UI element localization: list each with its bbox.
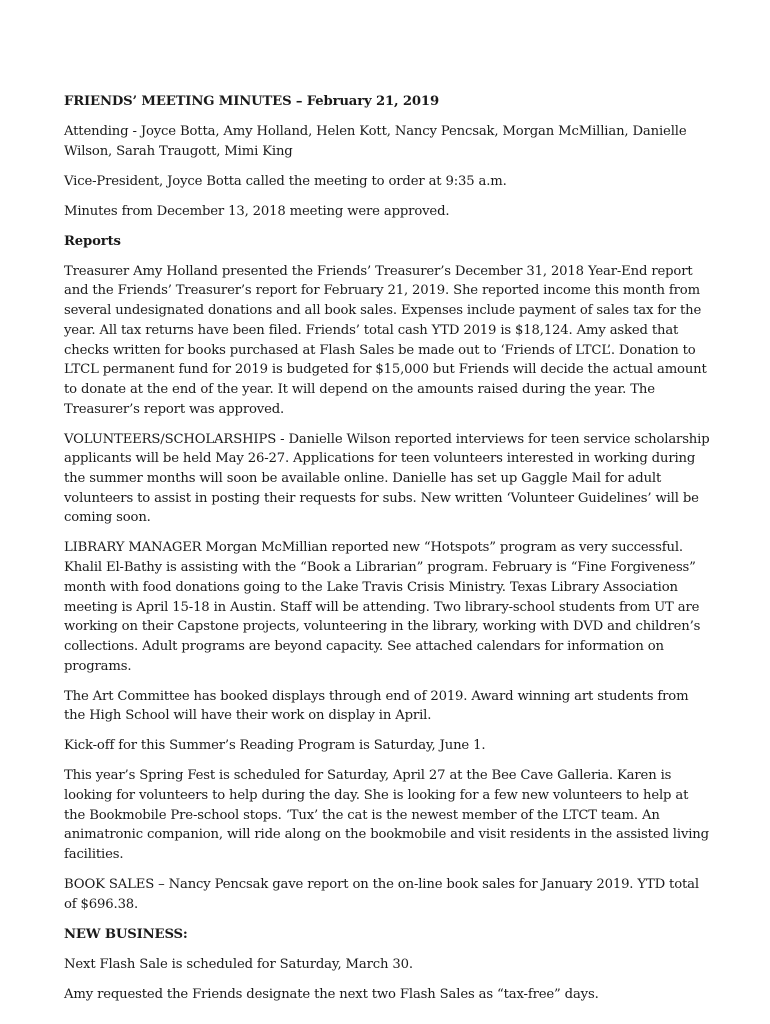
new-business-heading: NEW BUSINESS: xyxy=(64,926,188,942)
tax-free-request-paragraph: Amy requested the Friends designate the next two Flash Sales as “tax-free” days. xyxy=(64,986,599,1002)
reports-heading: Reports xyxy=(64,233,121,249)
library-manager-report-paragraph: LIBRARY MANAGER Morgan McMillian reported new “Hotspots” program as very successful. Khalil El-Bathy is assisting with the “Book a Librarian” program. February is “Fine Forgiveness” month with food donations going to the Lake Travis Crisis Ministry. Texas Library Association meeting is April 15-18 in Austin. Staff will be attending. Two library-school students from UT are working on their Capstone projects, volunteering in the library, working with DVD and children’s collections. Adult programs are beyond capacity. See attached calendars for information on programs. xyxy=(64,540,701,674)
minutes-approved-paragraph: Minutes from December 13, 2018 meeting were approved. xyxy=(64,203,450,219)
volunteers-report-paragraph: VOLUNTEERS/SCHOLARSHIPS - Danielle Wilson reported interviews for teen service scholarship applicants will be held May 26-27. Applications for teen volunteers interested in working during the summer months will soon be available online. Danielle has set up Gaggle Mail for adult volunteers to assist in posting their requests for subs. New written ‘Volunteer Guidelines’ will be coming soon. xyxy=(64,431,710,526)
art-committee-paragraph: The Art Committee has booked displays through end of 2019. Award winning art students from the High School will have their work on display in April. xyxy=(64,688,689,724)
call-to-order-paragraph: Vice-President, Joyce Botta called the meeting to order at 9:35 a.m. xyxy=(64,173,507,189)
treasurer-report-paragraph: Treasurer Amy Holland presented the Friends’ Treasurer’s December 31, 2018 Year-End report and the Friends’ Treasurer’s report for February 21, 2019. She reported income this month from several undesignated donations and all book sales. Expenses include payment of sales tax for the year. All tax returns have been filed. Friends’ total cash YTD 2019 is $18,124. Amy asked that checks written for books purchased at Flash Sales be made out to ‘Friends of LTCL’. Donation to LTCL permanent fund for 2019 is budgeted for $15,000 but Friends will decide the actual amount to donate at the end of the year. It will depend on the amounts raised during the year. The Treasurer’s report was approved. xyxy=(64,263,707,417)
summer-reading-paragraph: Kick-off for this Summer’s Reading Program is Saturday, June 1. xyxy=(64,738,486,754)
spring-fest-paragraph: This year’s Spring Fest is scheduled for Saturday, April 27 at the Bee Cave Galleria. Karen is looking for volunteers to help during the day. She is looking for a few new volunteers to help at the Bookmobile Pre-school stops. ‘Tux’ the cat is the newest member of the LTCT team. An animatronic companion, will ride along on the bookmobile and visit residents in the assisted living facilities. xyxy=(64,768,709,863)
attending-paragraph: Attending - Joyce Botta, Amy Holland, Helen Kott, Nancy Pencsak, Morgan McMillian, Danielle Wilson, Sarah Traugott, Mimi King xyxy=(64,124,687,159)
book-sales-paragraph: BOOK SALES – Nancy Pencsak gave report on the on-line book sales for January 2019. YTD total of $696.38. xyxy=(64,877,699,912)
next-flash-sale-paragraph: Next Flash Sale is scheduled for Saturday, March 30. xyxy=(64,956,413,972)
document-title: FRIENDS’ MEETING MINUTES – February 21, 2019 xyxy=(64,94,439,109)
minutes-document xyxy=(64,92,712,1015)
